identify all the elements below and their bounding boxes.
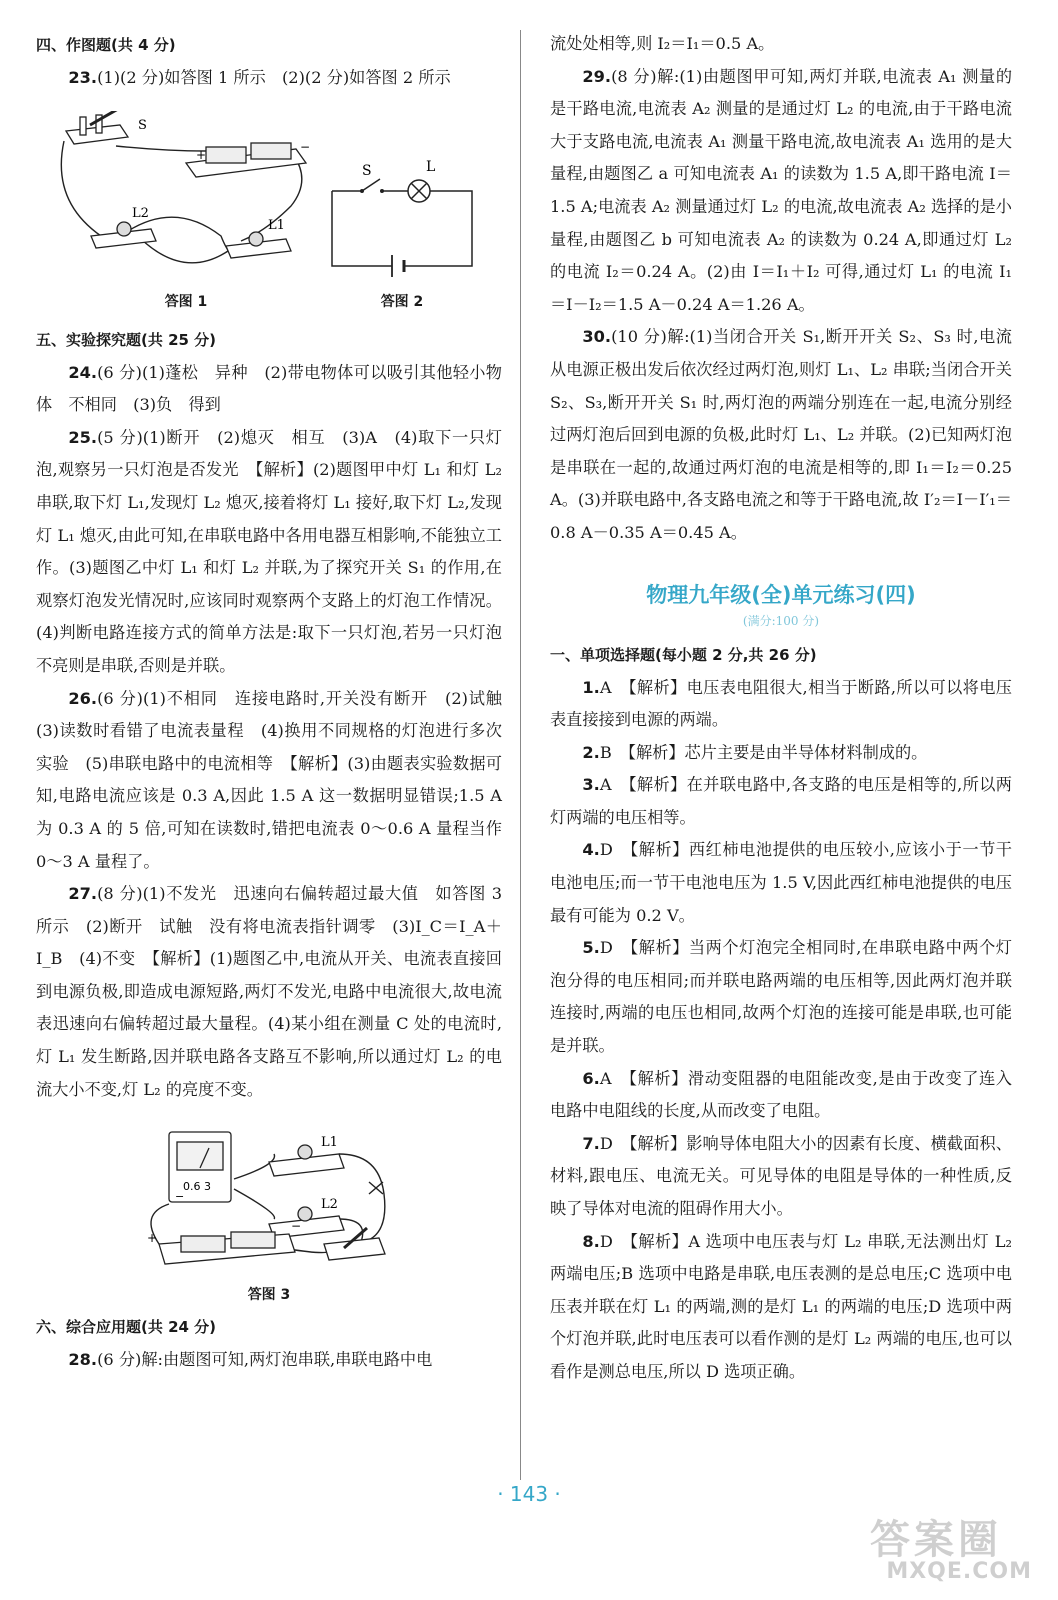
question-number: 23. xyxy=(68,68,98,87)
answer-23 xyxy=(36,62,502,95)
label-plus: + xyxy=(196,147,207,162)
answer-text: (6 分)(1)蓬松 异种 (2)带电物体可以吸引其他轻小物体 不相同 (3)负 得到 xyxy=(36,362,502,415)
unit-title: 物理九年级(全)单元练习(四) xyxy=(646,582,916,607)
question-number: 28. xyxy=(68,1350,98,1370)
answer-text: (5 分)(1)断开 (2)熄灭 相互 (3)A (4)取下一只灯泡,观察另一只灯泡是否发光 【解析】(2)题图甲中灯 L₁ 和灯 L₂ 串联,取下灯 L₁,发现灯 L₂ 熄灭,接着将灯 L₁ 接好,取下灯 L₂,发现灯 L₁ 熄灭,由此可知,在串联电路中各用电器互相影响,不能独立工作。(3)题图乙中灯 L₁ 和灯 L₂ 并联,为了探究开关 S₁ 的作用,在观察灯泡发光情况时,应该同时观察两个支路上的灯泡工作情况。(4)判断电路连接方式的简单方法是:取下一只灯泡,若另一只灯泡不亮则是串联,否则是并联。 xyxy=(36,427,502,675)
watermark-logo xyxy=(802,1508,1032,1588)
answer-text: A 【解析】电压表电阻很大,相当于断路,所以可以将电压表直接接到电源的两端。 xyxy=(550,677,1012,730)
answer-text: (6 分)解:由题图可知,两灯泡串联,串联电路中电 xyxy=(97,1350,433,1370)
figure-3 xyxy=(36,1124,502,1304)
question-number: 25. xyxy=(68,427,98,447)
answer-30 xyxy=(550,321,1012,549)
question-number: 5. xyxy=(582,938,600,958)
label-switch-s: S xyxy=(138,117,147,133)
label-l2: L2 xyxy=(321,1197,338,1213)
answer-28-continued: 流处处相等,则 I₂＝I₁＝0.5 A。 xyxy=(550,34,775,53)
section-heading-experiment: 五、实验探究题(共 25 分) xyxy=(36,330,217,349)
figure-1-caption: 答图 1 xyxy=(164,293,208,310)
figure-2 xyxy=(322,151,482,311)
answer-text: (6 分)(1)不相同 连接电路时,开关没有断开 (2)试触 (3)读数时看错了电流表量程 (4)换用不同规格的灯泡进行多次实验 (5)串联电路中的电流相等 【解析】(3)由题表实验数据可知,电路电流应该是 0.3 A,因此 1.5 A 这一数据明显错误;1.5 A 为 0.3 A 的 5 倍,可知在读数时,错把电流表 0～0.6 A 量程当作 0～3 A 量程了。 xyxy=(36,688,519,871)
question-number: 4. xyxy=(582,840,600,860)
label-lamp-l: L xyxy=(426,158,436,175)
question-number: 1. xyxy=(582,677,600,697)
answer-text: D 【解析】西红柿电池提供的电压较小,应该小于一节干电池电压;而一节干电池电压为 1.5 V,因此西红柿电池提供的电压最有可能为 0.2 V。 xyxy=(550,840,1012,925)
label-switch-s: S xyxy=(362,162,372,179)
answer-text: A 【解析】在并联电路中,各支路的电压是相等的,所以两灯两端的电压相等。 xyxy=(550,775,1012,827)
left-column xyxy=(36,28,519,1377)
answer-item xyxy=(550,932,1012,1062)
answer-item xyxy=(550,1226,1012,1389)
page-number: · 143 · xyxy=(497,1482,561,1506)
answer-text: B 【解析】芯片主要是由半导体材料制成的。 xyxy=(599,742,928,762)
figure-2-caption: 答图 2 xyxy=(380,293,424,310)
circuit-diagram-2 xyxy=(322,151,482,281)
question-number: 30. xyxy=(582,327,612,347)
answer-item xyxy=(550,1128,1012,1226)
section-heading-application: 六、综合应用题(共 24 分) xyxy=(36,1318,217,1337)
label-l1: L1 xyxy=(321,1135,338,1151)
section-heading-choice: 一、单项选择题(每小题 2 分,共 26 分) xyxy=(550,645,817,664)
question-number: 3. xyxy=(582,775,600,795)
figures-1-2 xyxy=(36,99,502,311)
question-number: 29. xyxy=(582,66,612,86)
answer-28 xyxy=(36,1344,502,1377)
answer-text: A 【解析】滑动变阻器的电阻能改变,是由于改变了连入电路中电阻线的长度,从而改变了电阻。 xyxy=(550,1068,1012,1121)
answer-item xyxy=(550,672,1012,737)
question-number: 24. xyxy=(68,362,98,382)
answer-text: D 【解析】A 选项中电压表与灯 L₂ 串联,无法测出灯 L₂ 两端电压;B 选项中电路是串联,电压表测的是总电压;C 选项中电压表并联在灯 L₁ 的两端,测的是灯 L₁ 的两端的电压;D 选项中两个灯泡并联,此时电压表可以看作测的是灯 L₂ 两端的电压,也可以看作是测总电压,所以 D 选项正确。 xyxy=(550,1231,1012,1381)
watermark-text-cn: 答案圈 xyxy=(870,1517,1002,1563)
question-number: 2. xyxy=(582,742,600,762)
unit-subtitle: (满分:100 分) xyxy=(742,613,820,628)
answer-text: D 【解析】影响导体电阻大小的因素有长度、横截面积、材料,跟电压、电流无关。可见导体的电阻是导体的一种性质,反映了导体对电流的阻碍作用大小。 xyxy=(550,1133,1012,1218)
label-l2: L2 xyxy=(132,205,149,221)
question-number: 27. xyxy=(68,884,98,904)
answer-24 xyxy=(36,357,502,422)
question-number: 7. xyxy=(582,1133,600,1153)
answer-text: (8 分)解:(1)由题图甲可知,两灯并联,电流表 A₁ 测量的是干路电流,电流表 A₂ 测量的是通过灯 L₂ 的电流,由于干路电流大于支路电流,电流表 A₁ 测量干路电流,故电流表 A₁ 选用的是大量程,由题图乙 a 可知电流表 A₁ 的读数为 1.5 A,即干路电流 I＝1.5 A;电流表 A₂ 测量通过灯 L₂ 的电流,故电流表 A₂ 选择的是小量程,由题图乙 b 可知电流表 A₂ 的读数为 0.24 A,即通过灯 L₂ 的电流 I₂＝0.24 A。(2)由 I＝I₁＋I₂ 可得,通过灯 L₁ 的电流 I₁＝I－I₂＝1.5 A－0.24 A＝1.26 A。 xyxy=(550,66,1013,314)
question-number: 26. xyxy=(68,688,98,708)
meter-minus: − xyxy=(175,1190,185,1204)
question-number: 8. xyxy=(582,1231,600,1251)
answer-list xyxy=(550,672,1012,1389)
question-number: 6. xyxy=(582,1068,600,1088)
figure-3-caption: 答图 3 xyxy=(247,1287,291,1304)
answer-text: (10 分)解:(1)当闭合开关 S₁,断开开关 S₂、S₃ 时,电流从电源正极出发后依次经过两灯泡,则灯 L₁、L₂ 串联;当闭合开关 S₂、S₃,断开开关 S₁ 时,两灯泡的两端分别连在一起,电流分别经过两灯泡后回到电源的负极,此时灯 L₁、L₂ 并联。(2)已知两灯泡是串联在一起的,故通过两灯泡的电流是相等的,即 I₁＝I₂＝0.25 A。(3)并联电路中,各支路电流之和等于干路电流,故 I′₂＝I－I′₁＝0.8 A－0.35 A＝0.45 A。 xyxy=(550,327,1012,542)
answer-item xyxy=(550,1063,1012,1128)
label-minus: − xyxy=(291,1219,302,1234)
figure-1 xyxy=(56,111,316,311)
answer-item xyxy=(550,834,1012,932)
meter-scale: 0.6 3 xyxy=(183,1180,211,1194)
answer-26 xyxy=(36,683,519,879)
circuit-diagram-1 xyxy=(56,111,316,281)
answer-item xyxy=(550,769,1012,834)
column-divider xyxy=(520,30,521,1480)
answer-25 xyxy=(36,422,502,683)
answer-text: D 【解析】当两个灯泡完全相同时,在串联电路中两个灯泡分得的电压相同;而并联电路两端的电压相等,因此两灯泡并联连接时,两端的电压也相同,故两个灯泡的连接可能是串联,也可能是并联。 xyxy=(550,938,1012,1056)
answer-text: (1)(2 分)如答图 1 所示 (2)(2 分)如答图 2 所示 xyxy=(97,68,451,87)
label-plus: + xyxy=(147,1231,158,1246)
section-heading-drawing: 四、作图题(共 4 分) xyxy=(36,36,176,54)
answer-item xyxy=(550,737,1012,770)
answer-text: (8 分)(1)不发光 迅速向右偏转超过最大值 如答图 3 所示 (2)断开 试触 没有将电流表指针调零 (3)I_C＝I_A＋I_B (4)不变 【解析】(1)题图乙中,电流从开关、电流表直接回到电源负极,即造成电源短路,两灯不发光,电路中电流很大,故电流表迅速向右偏转超过最大量程。(4)某小组在测量 C 处的电流时,灯 L₁ 发生断路,因并联电路各支路互不影响,所以通过灯 L₂ 的电流大小不变,灯 L₂ 的亮度不变。 xyxy=(36,884,502,1099)
label-l1: L1 xyxy=(268,217,285,233)
watermark-url: MXQE.COM xyxy=(886,1559,1032,1584)
circuit-diagram-3 xyxy=(139,1124,399,1274)
answer-27 xyxy=(36,878,502,1106)
answer-29 xyxy=(550,61,1012,322)
label-minus: − xyxy=(300,139,311,154)
right-column xyxy=(550,28,1012,1389)
